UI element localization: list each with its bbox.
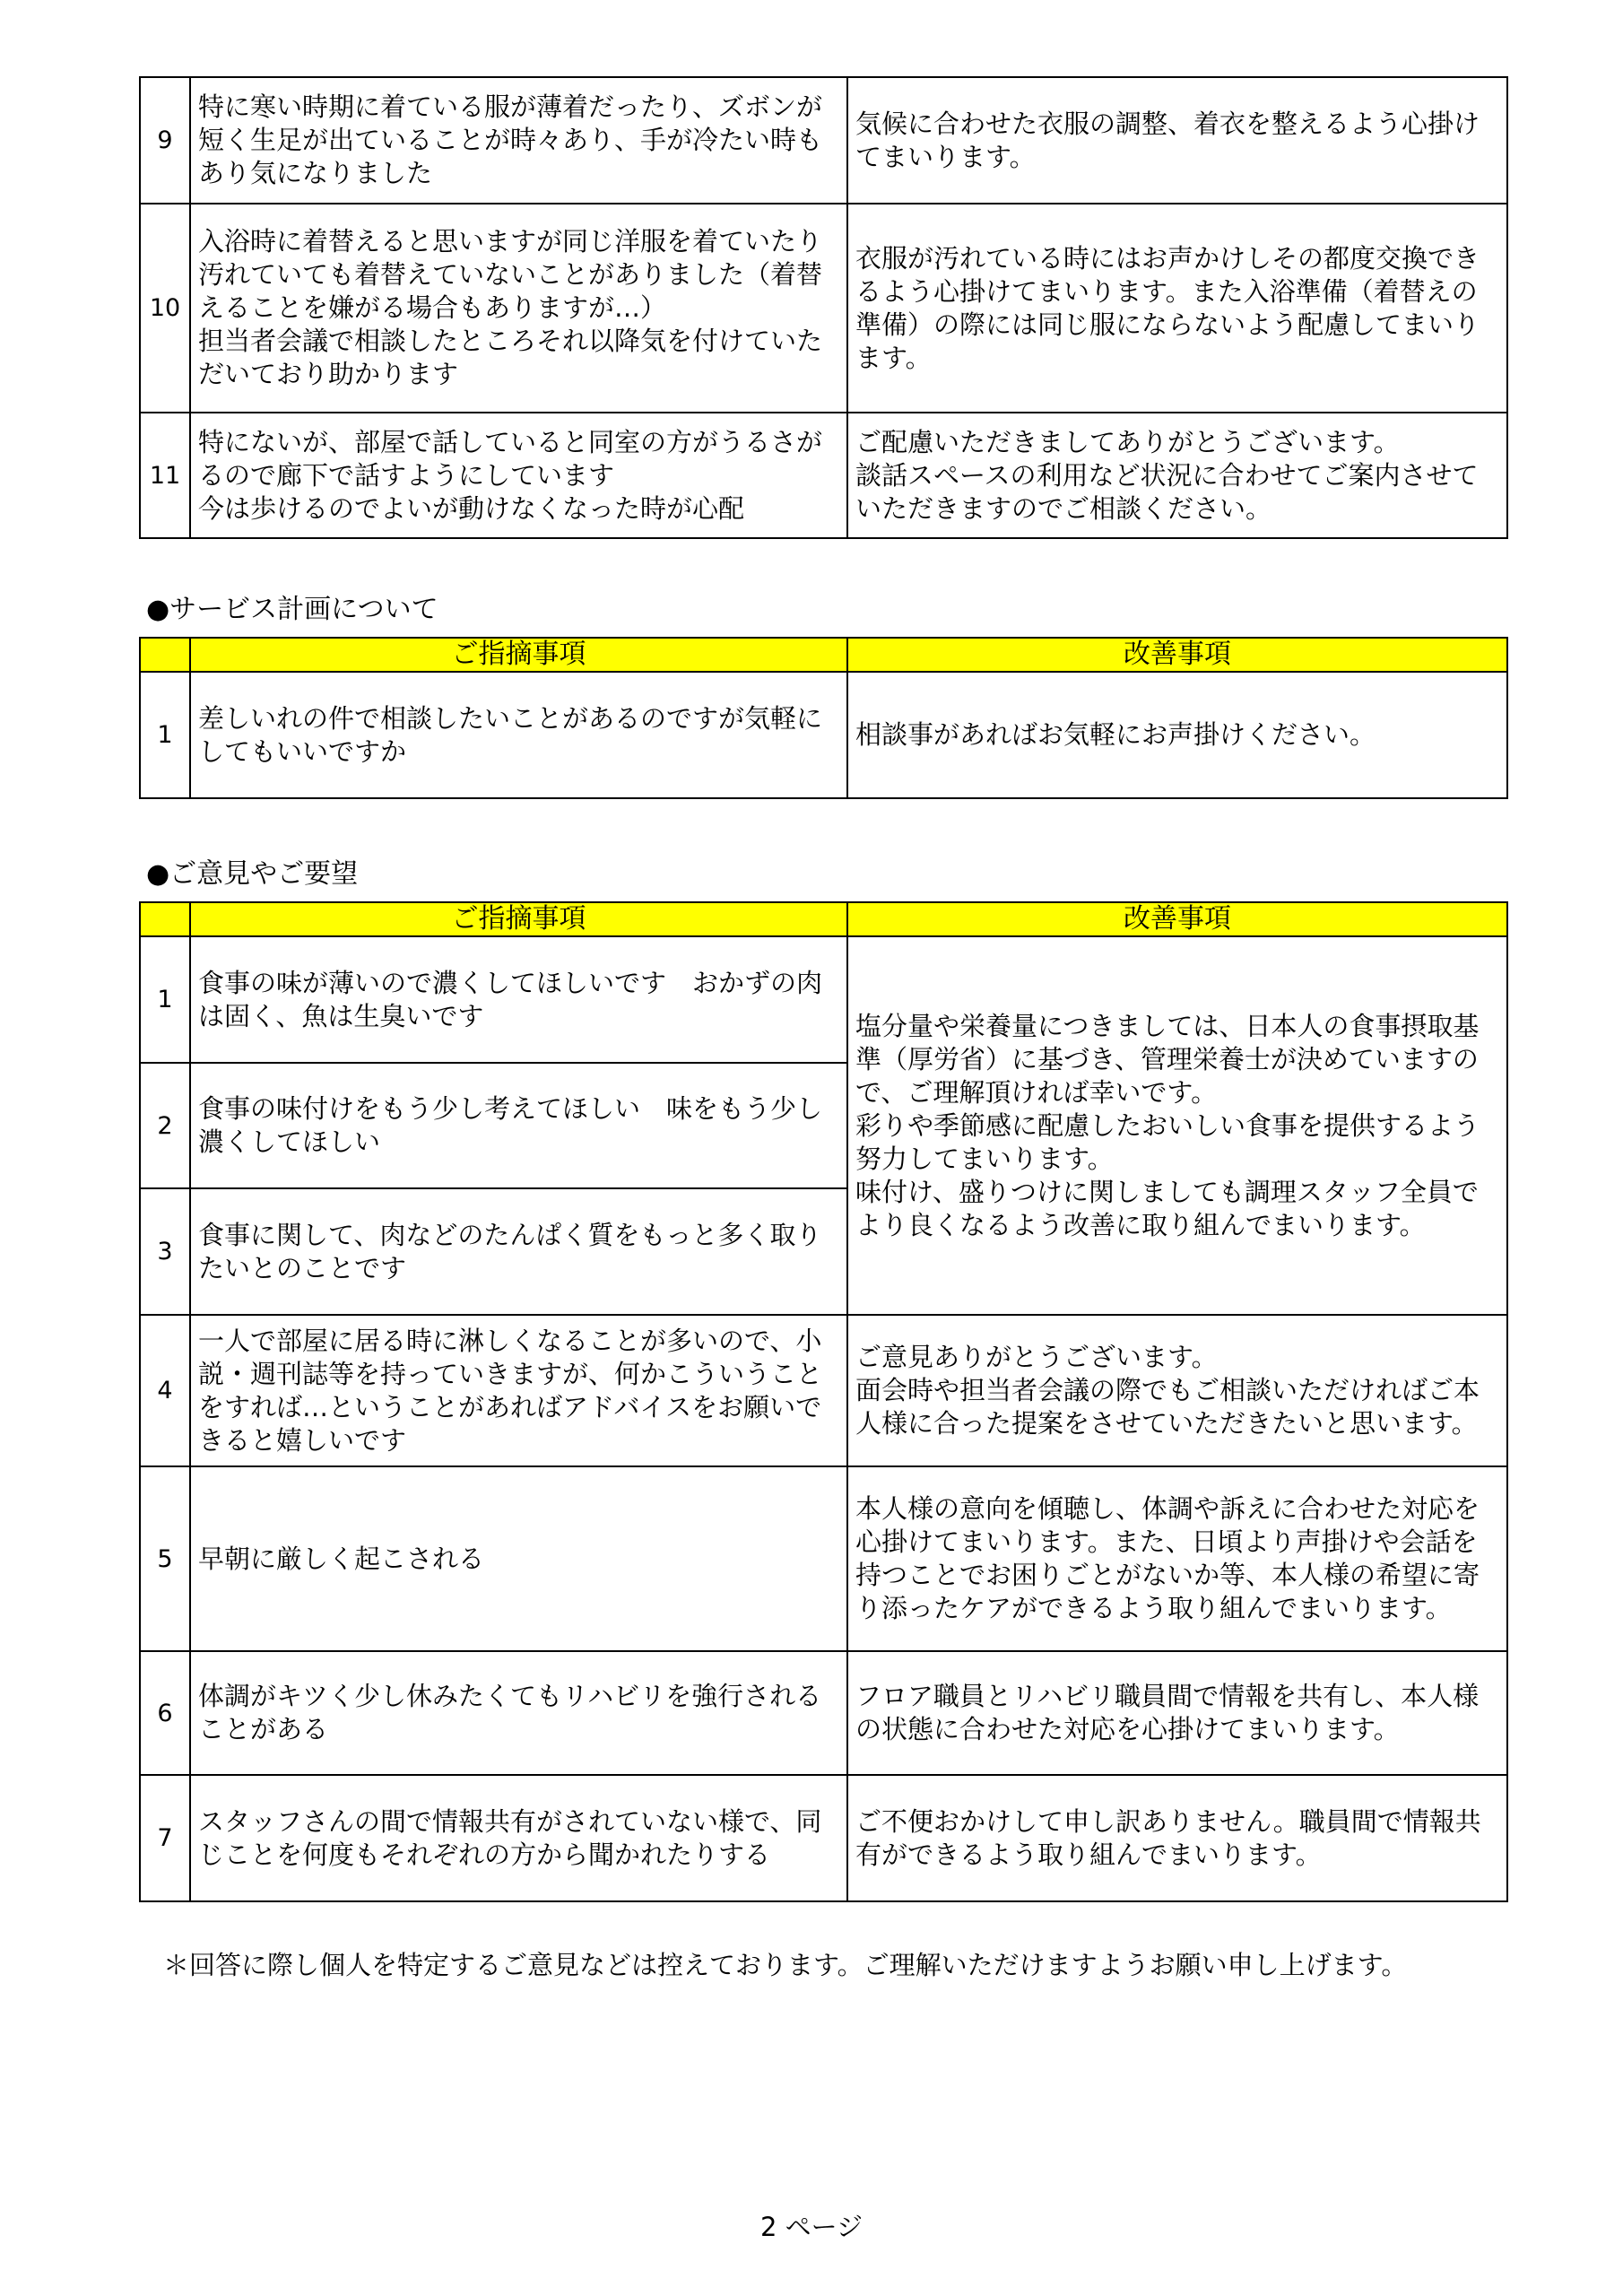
opinions-title: ●ご意見やご要望: [146, 858, 359, 890]
table-row: [140, 936, 1507, 1063]
table-row: [140, 672, 1507, 798]
table-row: [140, 1775, 1507, 1901]
header-comment: ご指摘事項: [190, 902, 847, 936]
comment-cell: 食事の味付けをもう少し考えてほしい 味をもう少し濃くしてほしい: [190, 1063, 847, 1188]
page-number: 2 ページ: [759, 2212, 864, 2242]
table-row: [140, 204, 1507, 413]
table-row: [140, 77, 1507, 204]
row-number: 1: [140, 936, 190, 1063]
row-number: 11: [140, 413, 190, 538]
comment-cell: 体調がキツく少し休みたくてもリハビリを強行されることがある: [190, 1651, 847, 1775]
response-cell: フロア職員とリハビリ職員間で情報を共有し、本人様の状態に合わせた対応を心掛けてまいります。: [847, 1651, 1507, 1775]
service-plan-title: ●サービス計画について: [146, 594, 438, 625]
response-cell: ご不便おかけして申し訳ありません。職員間で情報共有ができるよう取り組んでまいります。: [847, 1775, 1507, 1901]
feedback-table-continued: [139, 76, 1508, 539]
header-number-cell: [140, 902, 190, 936]
service-plan-table: [139, 637, 1508, 799]
row-number: 10: [140, 204, 190, 413]
response-cell: 気候に合わせた衣服の調整、着衣を整えるよう心掛けてまいります。: [847, 77, 1507, 204]
response-cell: 本人様の意向を傾聴し、体調や訴えに合わせた対応を心掛けてまいります。また、日頃より声掛けや会話を持つことでお困りごとがないか等、本人様の希望に寄り添ったケアができるよう取り組んでまいります。: [847, 1466, 1507, 1651]
response-cell: 衣服が汚れている時にはお声かけしその都度交換できるよう心掛けてまいります。また入浴準備（着替えの準備）の際には同じ服にならないよう配慮してまいります。: [847, 204, 1507, 413]
row-number: 5: [140, 1466, 190, 1651]
header-response: 改善事項: [847, 902, 1507, 936]
footnote: ＊回答に際し個人を特定するご意見などは控えております。ご理解いただけますようお願い申し上げます。: [163, 1950, 1408, 1980]
table-row: [140, 1651, 1507, 1775]
opinions-table: [139, 901, 1508, 1902]
comment-cell: 食事の味が薄いので濃くしてほしいです おかずの肉は固く、魚は生臭いです: [190, 936, 847, 1063]
comment-cell: 食事に関して、肉などのたんぱく質をもっと多く取りたいとのことです: [190, 1188, 847, 1315]
header-response: 改善事項: [847, 638, 1507, 672]
row-number: 4: [140, 1315, 190, 1466]
comment-cell: 特にないが、部屋で話していると同室の方がうるさがるので廊下で話すようにしています 今は歩けるのでよいが動けなくなった時が心配: [190, 413, 847, 538]
comment-cell: スタッフさんの間で情報共有がされていない様で、同じことを何度もそれぞれの方から聞かれたりする: [190, 1775, 847, 1901]
comment-cell: 入浴時に着替えると思いますが同じ洋服を着ていたり汚れていても着替えていないことがありました（着替えることを嫌がる場合もありますが…） 担当者会議で相談したところそれ以降気を付けていただいており助かります: [190, 204, 847, 413]
row-number: 1: [140, 672, 190, 798]
header-comment: ご指摘事項: [190, 638, 847, 672]
shared-response-cell: 塩分量や栄養量につきましては、日本人の食事摂取基準（厚労省）に基づき、管理栄養士が決めていますので、ご理解頂ければ幸いです。 彩りや季節感に配慮したおいしい食事を提供するよう努力してまいります。 味付け、盛りつけに関しましても調理スタッフ全員でより良くなるよう改善に取り組んでまいります。: [847, 936, 1507, 1315]
comment-cell: 一人で部屋に居る時に淋しくなることが多いので、小説・週刊誌等を持っていきますが、何かこういうことをすれば…ということがあればアドバイスをお願いできると嬉しいです: [190, 1315, 847, 1466]
row-number: 6: [140, 1651, 190, 1775]
row-number: 2: [140, 1063, 190, 1188]
response-cell: ご配慮いただきましてありがとうございます。 談話スペースの利用など状況に合わせてご案内させていただきますのでご相談ください。: [847, 413, 1507, 538]
row-number: 7: [140, 1775, 190, 1901]
table-row: [140, 413, 1507, 538]
comment-cell: 差しいれの件で相談したいことがあるのですが気軽にしてもいいですか: [190, 672, 847, 798]
table-row: [140, 1466, 1507, 1651]
table-row: [140, 1315, 1507, 1466]
row-number: 3: [140, 1188, 190, 1315]
table-header: [140, 638, 1507, 672]
response-cell: ご意見ありがとうございます。 面会時や担当者会議の際でもご相談いただければご本人様に合った提案をさせていただきたいと思います。: [847, 1315, 1507, 1466]
row-number: 9: [140, 77, 190, 204]
comment-cell: 特に寒い時期に着ている服が薄着だったり、ズボンが短く生足が出ていることが時々あり、手が冷たい時もあり気になりました: [190, 77, 847, 204]
table-header: [140, 902, 1507, 936]
response-cell: 相談事があればお気軽にお声掛けください。: [847, 672, 1507, 798]
comment-cell: 早朝に厳しく起こされる: [190, 1466, 847, 1651]
header-number-cell: [140, 638, 190, 672]
